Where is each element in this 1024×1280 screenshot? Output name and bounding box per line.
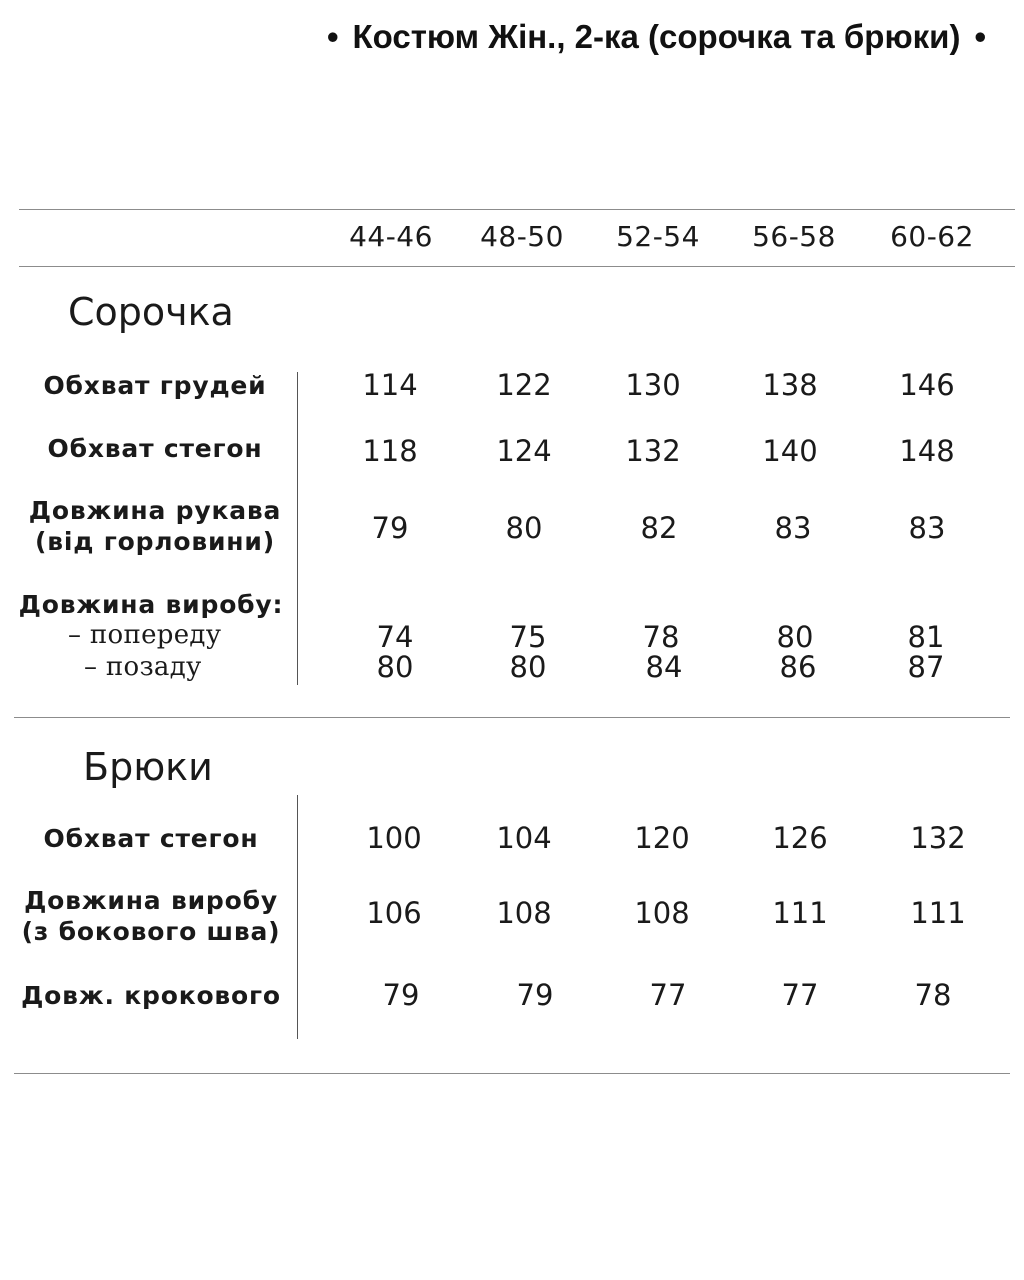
table-cell: 108 bbox=[634, 896, 690, 930]
table-cell: 79 bbox=[516, 978, 554, 1012]
row-label-line: (з бокового шва) bbox=[21, 917, 281, 946]
table-cell: 80 bbox=[776, 620, 814, 654]
table-cell: 82 bbox=[640, 511, 678, 545]
row-label-length: Довжина виробу: bbox=[18, 590, 284, 619]
table-cell: 138 bbox=[762, 368, 818, 402]
table-cell: 114 bbox=[362, 368, 418, 402]
title-text: Костюм Жін., 2-ка (сорочка та брюки) bbox=[352, 18, 961, 55]
row-label-hips: Обхват стегон bbox=[43, 824, 259, 853]
header-bottom-rule bbox=[19, 266, 1015, 267]
table-bottom-rule bbox=[14, 1073, 1010, 1074]
table-cell: 122 bbox=[496, 368, 552, 402]
table-cell: 83 bbox=[774, 511, 812, 545]
table-cell: 108 bbox=[496, 896, 552, 930]
section-divider bbox=[14, 717, 1010, 718]
table-cell: 84 bbox=[645, 650, 683, 684]
row-label-line: (від горловини) bbox=[35, 527, 275, 556]
table-cell: 79 bbox=[371, 511, 409, 545]
pants-column-divider bbox=[297, 795, 298, 1039]
table-cell: 77 bbox=[649, 978, 687, 1012]
table-cell: 124 bbox=[496, 434, 552, 468]
size-header: 52-54 bbox=[616, 220, 700, 253]
table-cell: 79 bbox=[382, 978, 420, 1012]
bullet-right: • bbox=[974, 18, 986, 55]
table-cell: 104 bbox=[496, 821, 552, 855]
table-cell: 80 bbox=[509, 650, 547, 684]
page-title bbox=[0, 18, 1000, 56]
table-cell: 140 bbox=[762, 434, 818, 468]
table-cell: 86 bbox=[779, 650, 817, 684]
table-cell: 120 bbox=[634, 821, 690, 855]
row-label-inseam: Довж. крокового bbox=[21, 981, 281, 1010]
table-cell: 106 bbox=[366, 896, 422, 930]
table-cell: 118 bbox=[362, 434, 418, 468]
section-heading-shirt: Сорочка bbox=[68, 290, 234, 334]
row-label-line: Довжина виробу bbox=[24, 886, 278, 915]
size-header: 48-50 bbox=[480, 220, 564, 253]
size-header: 60-62 bbox=[890, 220, 974, 253]
table-cell: 100 bbox=[366, 821, 422, 855]
row-label-length bbox=[6, 885, 296, 947]
table-cell: 146 bbox=[899, 368, 955, 402]
row-label-sleeve bbox=[10, 495, 300, 557]
table-cell: 83 bbox=[908, 511, 946, 545]
table-cell: 81 bbox=[907, 620, 945, 654]
table-cell: 75 bbox=[509, 620, 547, 654]
row-label-line: Довжина рукава bbox=[28, 496, 282, 525]
table-cell: 111 bbox=[910, 896, 966, 930]
table-cell: 78 bbox=[914, 978, 952, 1012]
table-cell: 78 bbox=[642, 620, 680, 654]
row-sublabel-back: – позаду bbox=[84, 652, 202, 682]
bullet-left: • bbox=[326, 18, 339, 55]
row-label-hips: Обхват стегон bbox=[47, 434, 263, 463]
table-cell: 130 bbox=[625, 368, 681, 402]
section-heading-pants: Брюки bbox=[83, 745, 213, 789]
row-sublabel-front: – попереду bbox=[68, 620, 222, 650]
table-cell: 126 bbox=[772, 821, 828, 855]
table-cell: 74 bbox=[376, 620, 414, 654]
size-header: 56-58 bbox=[752, 220, 836, 253]
size-header: 44-46 bbox=[349, 220, 433, 253]
table-cell: 80 bbox=[505, 511, 543, 545]
table-cell: 148 bbox=[899, 434, 955, 468]
row-label-chest: Обхват грудей bbox=[43, 371, 267, 400]
table-cell: 132 bbox=[910, 821, 966, 855]
table-cell: 77 bbox=[781, 978, 819, 1012]
table-cell: 87 bbox=[907, 650, 945, 684]
header-top-rule bbox=[19, 209, 1015, 210]
table-cell: 111 bbox=[772, 896, 828, 930]
table-cell: 80 bbox=[376, 650, 414, 684]
table-cell: 132 bbox=[625, 434, 681, 468]
